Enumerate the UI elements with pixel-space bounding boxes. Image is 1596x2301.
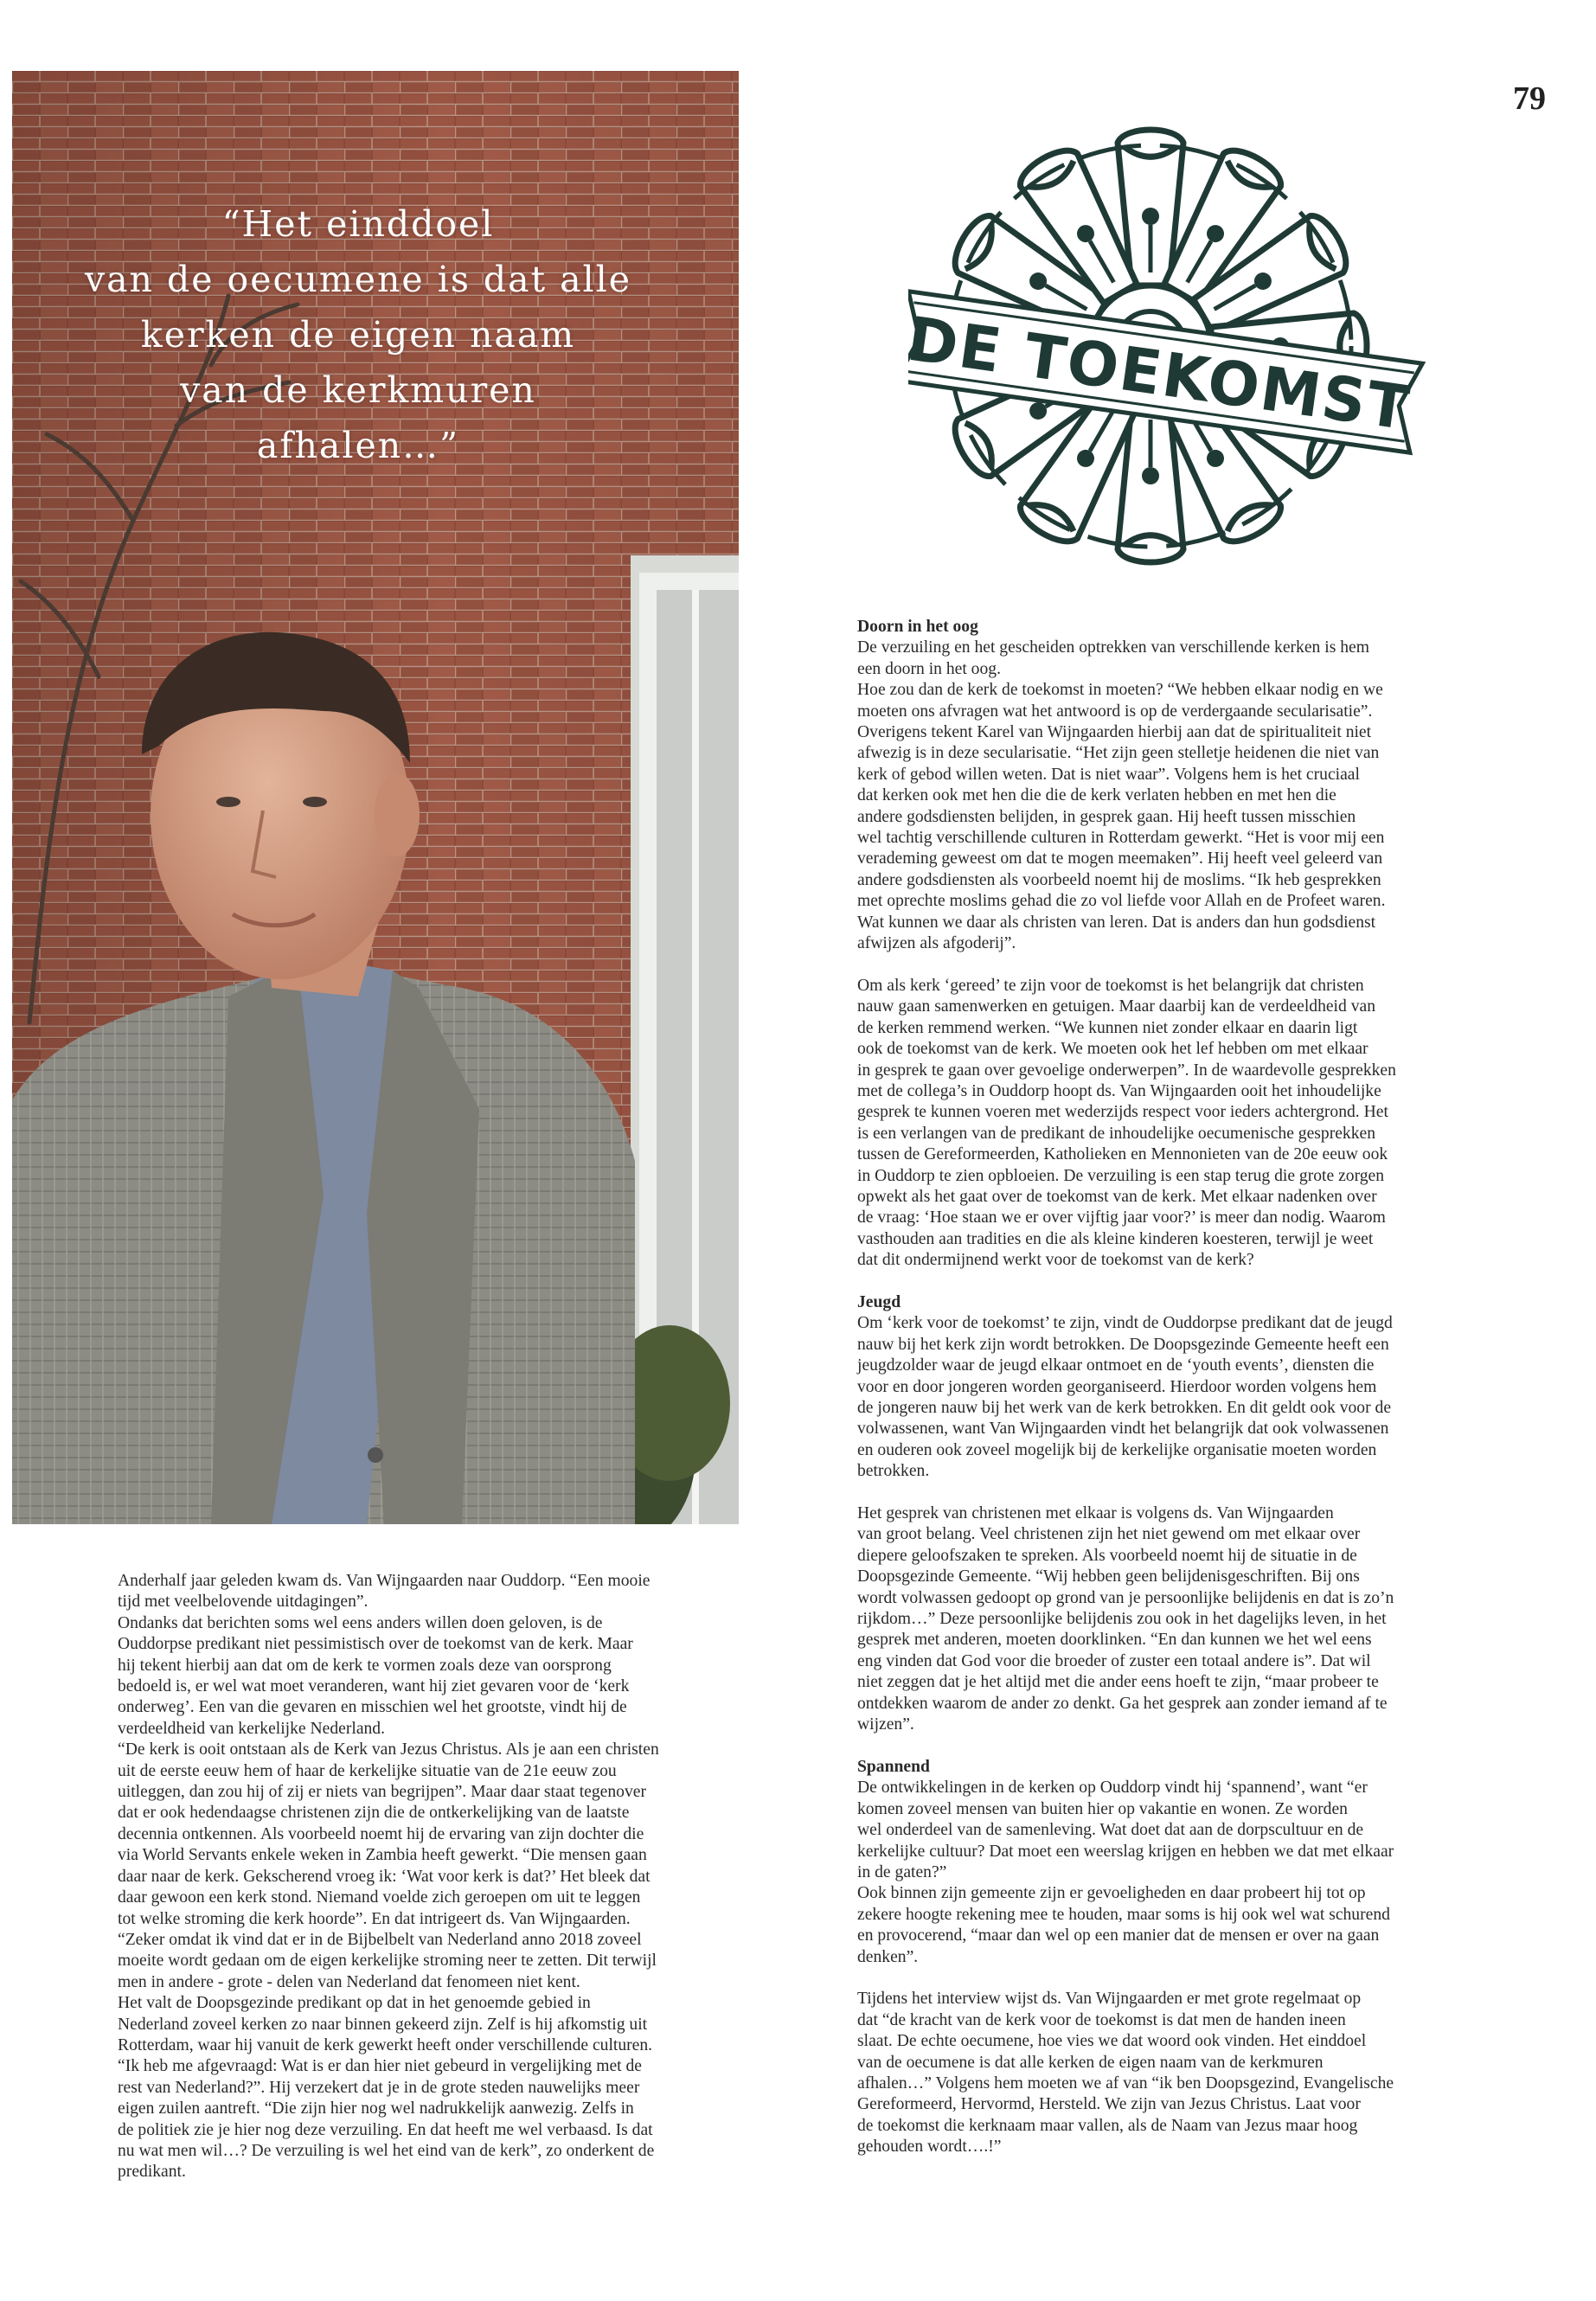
article-line: de vraag: ‘Hoe staan we er over vijftig jaar voor?’ is meer dan nodig. Waarom [857, 1208, 1386, 1227]
article-line: tussen de Gereformeerden, Katholieken en Mennonieten van de 20e eeuw ook [857, 1145, 1388, 1164]
paragraph-gap [857, 1272, 1484, 1292]
article-line: via World Servants enkele weken in Zambia heeft gewerkt. “Die mensen gaan [118, 1846, 647, 1865]
article-line: slaat. De echte oecumene, hoe vies we dat woord ook vinden. Het einddoel [857, 2032, 1367, 2051]
pull-quote-line: van de oecumene is dat alle [84, 259, 632, 300]
article-line: afwezig is in deze secularisatie. “Het zijn geen stelletje heidenen die niet van [857, 744, 1380, 763]
article-line: Ook binnen zijn gemeente zijn er gevoeligheden en daar probeert hij tot op [857, 1884, 1366, 1903]
article-line: verdeeldheid van kerkelijke Nederland. [118, 1719, 386, 1738]
article-line: gesprek met anderen, moeten doorklinken. “En dan kunnen we het wel eens [857, 1631, 1372, 1650]
article-line: Om als kerk ‘gereed’ te zijn voor de toekomst is het belangrijk dat christen [857, 976, 1364, 995]
article-line: tijd met veelbelovende uitdagingen”. [118, 1593, 369, 1612]
page-number: 79 [1513, 80, 1546, 117]
article-line: rest van Nederland?”. Hij verzekert dat je in de grote steden nauwelijks meer [118, 2078, 640, 2097]
pull-quote [81, 196, 635, 473]
article-line: men in andere - grote - delen van Nederland dat fenomeen niet kent. [118, 1972, 580, 1991]
article-line: gesprek te kunnen voeren met wederzijds respect voor ieders achtergrond. Het [857, 1103, 1388, 1122]
article-line: voor en door jongeren worden georganiseerd. Hierdoor worden volgens hem [857, 1377, 1377, 1396]
pull-quote-line: van de kerkmuren afhalen…” [180, 369, 536, 466]
portrait-photo [12, 71, 739, 1524]
article-line: uitleggen, dan zou hij of zij er niets van begrijpen”. Maar daar staat tegenover [118, 1783, 646, 1802]
article-line: gehouden wordt….!” [857, 2138, 1002, 2157]
article-line: eigen zuilen aantreft. “Die zijn hier nog wel nadrukkelijk aanwezig. Zelfs in [118, 2099, 634, 2118]
article-line: tot welke stroming die kerk hoorde”. En dat intrigeert ds. Van Wijngaarden. [118, 1909, 631, 1928]
article-line: kerk of gebod willen weten. Dat is niet waar”. Volgens hem is het cruciaal [857, 765, 1360, 784]
article-line: opwekt als het gaat over de toekomst van de kerk. Met elkaar nadenken over [857, 1187, 1377, 1206]
article-line: Om ‘kerk voor de toekomst’ te zijn, vindt de Ouddorpse predikant dat de jeugd [857, 1314, 1393, 1333]
article-line: van de oecumene is dat alle kerken de eigen naam van de kerkmuren [857, 2053, 1324, 2072]
article-line: ontdekken waarom de ander zo denkt. Ga het gesprek aan zonder iemand af te [857, 1694, 1388, 1713]
article-line: is een verlangen van de predikant de inhoudelijke oecumenische gesprekken [857, 1124, 1376, 1143]
article-line: zekere hoogte rekening mee te houden, maar soms is hij ook wel wat schurend [857, 1905, 1390, 1924]
section-heading: Jeugd [857, 1292, 901, 1311]
article-line: uit de eerste eeuw hem of haar de kerkelijke situatie van de 21e eeuw zou [118, 1761, 617, 1780]
article-line: wijzen”. [857, 1715, 914, 1734]
de-toekomst-emblem [908, 112, 1445, 580]
article-line: van groot belang. Veel christenen zijn het niet gewend om met elkaar over [857, 1525, 1361, 1544]
article-line: afwijzen als afgoderij”. [857, 934, 1016, 953]
article-line: een doorn in het oog. [857, 659, 1001, 678]
article-line: ook de toekomst van de kerk. We moeten ook het lef hebben om met elkaar [857, 1040, 1368, 1059]
article-line: in gesprek te gaan over gevoelige onderwerpen”. In de waardevolle gesprekken [857, 1061, 1396, 1080]
article-line: predikant. [118, 2163, 186, 2182]
article-line: daar naar de kerk. Gekscherend vroeg ik: ‘Wat voor kerk is dat?’ Het bleek dat [118, 1867, 651, 1886]
article-line: moeite wordt gedaan om de eigen kerkelijke stroming neer te zetten. Dit terwijl [118, 1952, 657, 1971]
article-line: Anderhalf jaar geleden kwam ds. Van Wijngaarden naar Ouddorp. “Een mooie [118, 1572, 651, 1590]
article-line: dat er ook hedendaagse christenen zijn die de ontkerkelijking van de laatste [118, 1804, 630, 1823]
paragraph-gap [857, 955, 1484, 976]
paragraph-gap [857, 1968, 1484, 1989]
article-line: de jongeren nauw bij het werk van de kerk betrokken. En dit geldt ook voor de [857, 1399, 1392, 1417]
article-line: dat kerken ook met hen die die de kerk verlaten hebben en met hen die [857, 786, 1336, 805]
article-line: Gereformeerd, Hervormd, Hersteld. We zijn van Jezus Christus. Laat voor [857, 2095, 1361, 2114]
article-line: afhalen…” Volgens hem moeten we af van “ik ben Doopsgezind, Evangelische [857, 2073, 1394, 2093]
article-line: wordt volwassen gedoopt op grond van je persoonlijke belijdenis en dat is zo’n [857, 1588, 1394, 1607]
article-line: in Ouddorp te zien opbloeien. De verzuiling is een stap terug die grote zorgen [857, 1166, 1385, 1185]
ornament-wheel-icon [908, 112, 1445, 580]
article-line: eng vinden dat God voor die broeder of zuster een totaal andere is”. Dat wil [857, 1651, 1371, 1670]
article-line: volwassenen, want Van Wijngaarden vindt het belangrijk dat ook volwassenen [857, 1420, 1389, 1439]
paragraph-gap [857, 1483, 1484, 1503]
article-line: denken”. [857, 1947, 919, 1966]
article-line: dat “de kracht van de kerk voor de toekomst is dat men de handen ineen [857, 2010, 1346, 2029]
article-line: betrokken. [857, 1462, 930, 1481]
article-line: de politiek zie je hier nog deze verzuiling. En dat heeft me wel verbaasd. Is dat [118, 2120, 653, 2139]
article-line: nu wat men wil…? De verzuiling is wel het eind van de kerk”, zo onderkent de [118, 2141, 655, 2160]
article-line: met oprechte moslims gehad die zo vol liefde voor Allah en de Profeet waren. [857, 892, 1386, 911]
article-line: “De kerk is ooit ontstaan als de Kerk van Jezus Christus. Als je aan een christen [118, 1740, 659, 1759]
article-line: andere godsdiensten als voorbeeld noemt hij de moslims. “Ik heb gesprekken [857, 870, 1381, 889]
article-line: jeugdzolder waar de jeugd elkaar ontmoet en de ‘youth events’, diensten die [857, 1356, 1375, 1375]
article-line: de toekomst die kerknaam maar vallen, als de Naam van Jezus maar hoog [857, 2116, 1358, 2135]
article-line: decennia ontkennen. Als voorbeeld noemt hij de ervaring van zijn dochter die [118, 1824, 644, 1843]
article-line: dat dit ondermijnend werkt voor de toekomst van de kerk? [857, 1251, 1254, 1270]
article-left-column [118, 1571, 732, 2183]
article-right-column [857, 617, 1484, 2158]
article-line: Het valt de Doopsgezinde predikant op dat in het genoemde gebied in [118, 1994, 591, 2013]
article-line: de kerken remmend werken. “We kunnen niet zonder elkaar en daarin ligt [857, 1018, 1358, 1037]
article-line: met de collega’s in Ouddorp hoopt ds. Van Wijngaarden ooit het inhoudelijke [857, 1081, 1381, 1100]
article-line: Ouddorpse predikant niet pessimistisch over de toekomst van de kerk. Maar [118, 1635, 633, 1654]
article-line: daar gewoon een kerk stond. Niemand voelde zich geroepen om uit te leggen [118, 1888, 641, 1907]
article-line: andere godsdiensten belijden, in gesprek gaan. Hij heeft tussen misschien [857, 807, 1356, 826]
article-line: “Zeker omdat ik vind dat er in de Bijbelbelt van Nederland anno 2018 zoveel [118, 1930, 642, 1949]
article-line: vasthouden aan tradities en die als kleine kinderen koesteren, terwijl je weet [857, 1229, 1374, 1248]
article-line: Het gesprek van christenen met elkaar is volgens ds. Van Wijngaarden [857, 1504, 1334, 1523]
article-line: bedoeld is, er wel wat moet veranderen, want hij ziet gevaren voor de ‘kerk [118, 1677, 630, 1696]
article-line: wel onderdeel van de samenleving. Wat doet dat aan de dorpscultuur en de [857, 1821, 1364, 1840]
paragraph-gap [857, 1735, 1484, 1756]
article-line: Rotterdam, waar hij vanuit de kerk gewerkt heeft onder verschillende culturen. [118, 2035, 653, 2054]
article-line: nauw gaan samenwerken en getuigen. Maar daarbij kan de verdeeldheid van [857, 997, 1375, 1016]
article-line: onderweg’. Een van die gevaren en misschien wel het grootste, vindt hij de [118, 1698, 627, 1717]
article-line: niet zeggen dat je het altijd met die ander eens hoeft te zijn, “maar probeer te [857, 1673, 1379, 1692]
article-line: en provocerend, “maar dan wel op een manier dat de mensen er over na gaan [857, 1926, 1380, 1945]
article-line: moeten ons afvragen wat het antwoord is op de verdergaande secularisatie”. [857, 702, 1373, 721]
article-line: komen zoveel mensen van buiten hier op vakantie en wonen. Ze worden [857, 1799, 1348, 1818]
article-line: Overigens tekent Karel van Wijngaarden hierbij aan dat de spiritualiteit niet [857, 723, 1372, 742]
article-line: Ondanks dat berichten soms wel eens anders willen doen geloven, is de [118, 1613, 603, 1632]
article-line: De verzuiling en het gescheiden optrekken van verschillende kerken is hem [857, 638, 1369, 657]
section-heading: Doorn in het oog [857, 618, 978, 636]
article-line: Hoe zou dan de kerk de toekomst in moeten? “We hebben elkaar nodig en we [857, 681, 1383, 700]
article-line: wel tachtig verschillende culturen in Rotterdam gewerkt. “Het is voor mij een [857, 829, 1385, 848]
article-line: diepere geloofszaken te spreken. Als voorbeeld noemt hij de situatie in de [857, 1546, 1357, 1565]
article-line: “Ik heb me afgevraagd: Wat is er dan hier niet gebeurd in vergelijking met de [118, 2057, 642, 2076]
pull-quote-line: “Het einddoel [221, 203, 495, 245]
article-line: en ouderen ook zoveel mogelijk bij de kerkelijke organisatie moeten worden [857, 1440, 1377, 1459]
article-line: in de gaten?” [857, 1862, 947, 1881]
article-line: Nederland zoveel kerken zo naar binnen gekeerd zijn. Zelf is hij afkomstig uit [118, 2015, 648, 2034]
article-line: De ontwikkelingen in de kerken op Ouddorp vindt hij ‘spannend’, want “er [857, 1779, 1368, 1798]
article-line: kerkelijke cultuur? Dat moet een weerslag krijgen en hebben we dat met elkaar [857, 1842, 1394, 1861]
article-line: Tijdens het interview wijst ds. Van Wijngaarden er met grote regelmaat op [857, 1990, 1362, 2009]
article-line: Wat kunnen we daar als christen van leren. Dat is anders dan hun godsdienst [857, 913, 1376, 932]
article-line: hij tekent hierbij aan dat om de kerk te vormen zoals deze van oorsprong [118, 1656, 612, 1675]
pull-quote-line: kerken de eigen naam [140, 314, 576, 356]
emblem-title: DE TOEKOMST [908, 303, 1415, 445]
article-line: rijkdom…” Deze persoonlijke belijdenis zou ook in het dagelijks leven, in het [857, 1610, 1387, 1629]
article-line: nauw bij het kerk zijn wordt betrokken. De Doopsgezinde Gemeente heeft een [857, 1335, 1389, 1354]
article-line: verademing geweest om dat te mogen meemaken”. Hij heeft veel geleerd van [857, 849, 1383, 868]
article-line: Doopsgezinde Gemeente. “Wij hebben geen belijdenisgeschriften. Bij ons [857, 1567, 1360, 1586]
section-heading: Spannend [857, 1757, 930, 1776]
